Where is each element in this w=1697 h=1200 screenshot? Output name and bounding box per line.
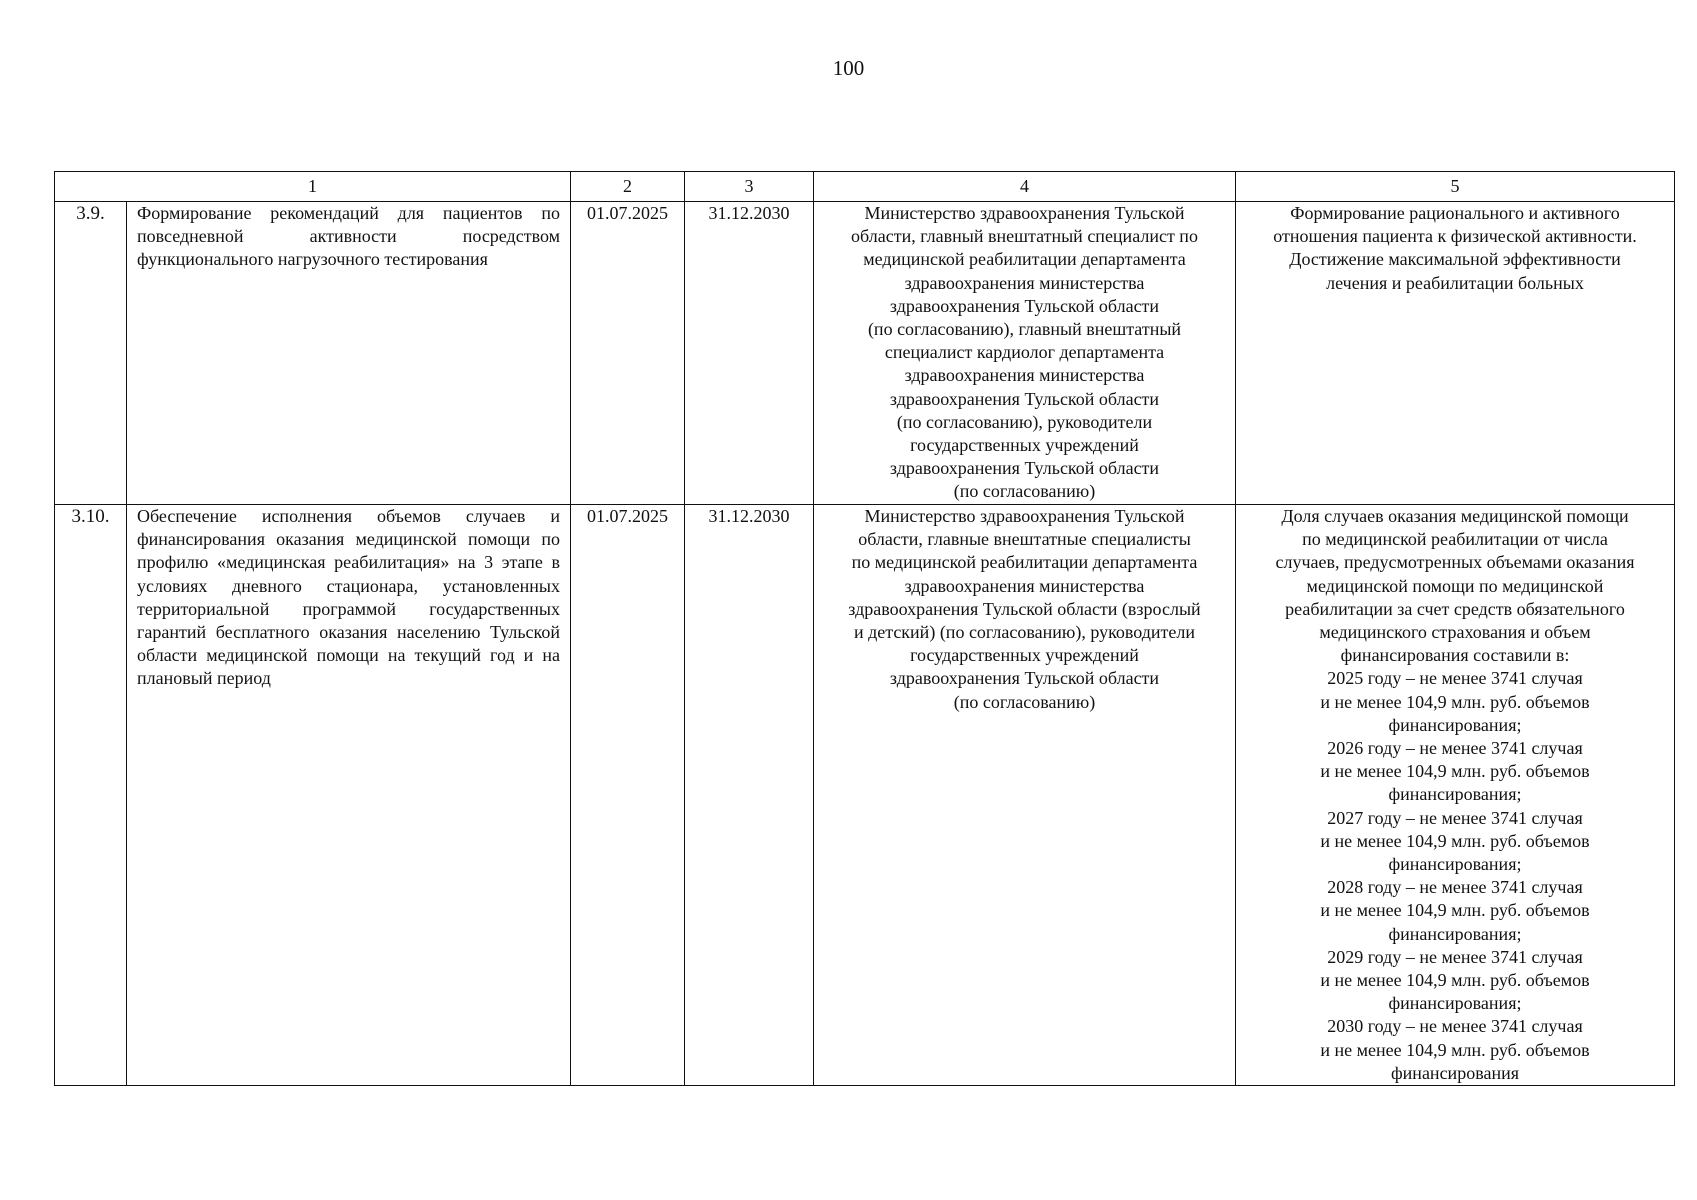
result-cell bbox=[1236, 202, 1675, 505]
end-date: 31.12.2030 bbox=[685, 202, 814, 505]
responsible-line: здравоохранения Тульской области bbox=[889, 458, 1160, 479]
result-line: 2027 году – не менее 3741 случая bbox=[1327, 807, 1583, 828]
result-line: 2025 году – не менее 3741 случая bbox=[1327, 668, 1583, 689]
header-cell-4: 4 bbox=[814, 172, 1236, 202]
result-line: и не менее 104,9 млн. руб. объемов bbox=[1320, 970, 1590, 991]
responsible-line: государственных учреждений bbox=[910, 645, 1139, 666]
result-line: реабилитации за счет средств обязательного bbox=[1285, 598, 1625, 619]
responsible-line: по медицинской реабилитации департамента bbox=[851, 552, 1198, 573]
responsible-line: и детский) (по согласованию), руководители bbox=[853, 622, 1196, 643]
result-line: финансирования; bbox=[1388, 923, 1522, 944]
header-cell-1: 1 bbox=[55, 172, 571, 202]
result-line: по медицинской реабилитации от числа bbox=[1302, 529, 1608, 550]
item-number: 3.10. bbox=[55, 505, 127, 1086]
result-line: 2030 году – не менее 3741 случая bbox=[1327, 1016, 1583, 1037]
responsible-line: Министерство здравоохранения Тульской bbox=[864, 203, 1185, 223]
table-row bbox=[55, 505, 1675, 1086]
responsible-line: (по согласованию) bbox=[953, 481, 1096, 502]
item-name: Обеспечение исполнения объемов случаев и финансирования оказания медицинской помощи по профилю «медицинская реабилитация» на 3 этапе в условиях дневного стационара, установленных территориальной программой государственных гарантий бесплатного оказания населению Тульской области медицинской помощи на текущий год и на плановый период bbox=[127, 505, 571, 1086]
result-line: финансирования составили в: bbox=[1340, 645, 1570, 666]
responsible-line: (по согласованию) bbox=[953, 691, 1096, 712]
item-number: 3.9. bbox=[55, 202, 127, 505]
responsible-line: здравоохранения министерства bbox=[904, 272, 1145, 293]
responsible-line: здравоохранения Тульской области (взрослый bbox=[848, 598, 1201, 619]
header-cell-5: 5 bbox=[1236, 172, 1675, 202]
result-line: финансирования; bbox=[1388, 714, 1522, 735]
result-line: и не менее 104,9 млн. руб. объемов bbox=[1320, 900, 1590, 921]
header-cell-2: 2 bbox=[571, 172, 685, 202]
plan-table bbox=[54, 171, 1675, 1086]
responsible-cell bbox=[814, 202, 1236, 505]
page-number: 100 bbox=[832, 56, 865, 80]
result-line: и не менее 104,9 млн. руб. объемов bbox=[1320, 830, 1590, 851]
result-line: финансирования; bbox=[1388, 993, 1522, 1014]
responsible-line: (по согласованию), руководители bbox=[896, 411, 1153, 432]
table-row bbox=[55, 202, 1675, 505]
table-header-row bbox=[55, 172, 1675, 202]
result-line: финансирования bbox=[1391, 1062, 1519, 1083]
responsible-cell bbox=[814, 505, 1236, 1086]
result-line: Доля случаев оказания медицинской помощи bbox=[1281, 506, 1629, 526]
responsible-line: (по согласованию), главный внештатный bbox=[867, 319, 1182, 340]
responsible-line: здравоохранения Тульской области bbox=[889, 388, 1160, 409]
responsible-line: здравоохранения министерства bbox=[904, 365, 1145, 386]
responsible-line: здравоохранения Тульской области bbox=[889, 295, 1160, 316]
header-cell-3: 3 bbox=[685, 172, 814, 202]
responsible-line: здравоохранения министерства bbox=[904, 575, 1145, 596]
result-line: Достижение максимальной эффективности bbox=[1289, 249, 1621, 270]
result-line: финансирования; bbox=[1388, 784, 1522, 805]
result-line: и не менее 104,9 млн. руб. объемов bbox=[1320, 1039, 1590, 1060]
start-date: 01.07.2025 bbox=[571, 505, 685, 1086]
result-line: случаев, предусмотренных объемами оказания bbox=[1275, 552, 1635, 573]
responsible-line: Министерство здравоохранения Тульской bbox=[864, 506, 1185, 526]
start-date: 01.07.2025 bbox=[571, 202, 685, 505]
result-line: и не менее 104,9 млн. руб. объемов bbox=[1320, 761, 1590, 782]
result-line: финансирования; bbox=[1388, 854, 1522, 875]
responsible-line: области, главные внештатные специалисты bbox=[858, 529, 1191, 550]
item-name: Формирование рекомендаций для пациентов по повседневной активности посредством функционального нагрузочного тестирования bbox=[127, 202, 571, 505]
responsible-line: области, главный внештатный специалист по bbox=[851, 226, 1198, 247]
result-line: 2026 году – не менее 3741 случая bbox=[1327, 738, 1583, 759]
responsible-line: специалист кардиолог департамента bbox=[884, 342, 1165, 363]
result-line: медицинской помощи по медицинской bbox=[1306, 575, 1604, 596]
result-line: 2029 году – не менее 3741 случая bbox=[1327, 946, 1583, 967]
responsible-line: здравоохранения Тульской области bbox=[889, 668, 1160, 689]
result-cell bbox=[1236, 505, 1675, 1086]
end-date: 31.12.2030 bbox=[685, 505, 814, 1086]
result-line: Формирование рационального и активного bbox=[1290, 203, 1620, 223]
result-line: медицинского страхования и объем bbox=[1319, 622, 1591, 643]
responsible-line: государственных учреждений bbox=[910, 435, 1139, 456]
result-line: 2028 году – не менее 3741 случая bbox=[1327, 877, 1583, 898]
result-line: и не менее 104,9 млн. руб. объемов bbox=[1320, 691, 1590, 712]
responsible-line: медицинской реабилитации департамента bbox=[863, 249, 1186, 270]
result-line: лечения и реабилитации больных bbox=[1326, 272, 1584, 293]
result-line: отношения пациента к физической активности. bbox=[1273, 226, 1637, 247]
